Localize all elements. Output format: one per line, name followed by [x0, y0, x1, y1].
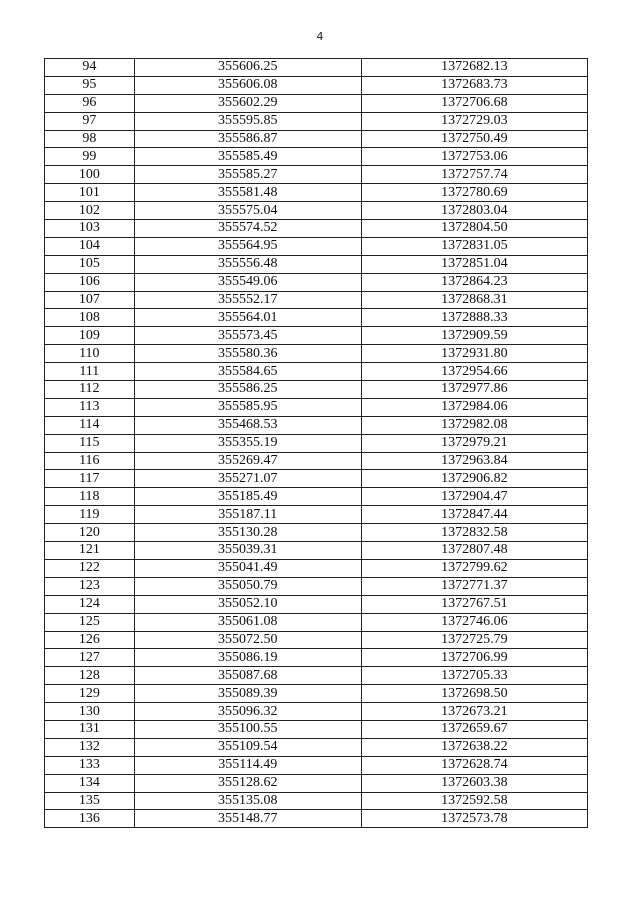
y-coordinate-cell: 1372831.05 [361, 237, 587, 255]
x-coordinate-cell: 355128.62 [134, 774, 361, 792]
table-row [45, 327, 588, 345]
point-number-cell: 130 [45, 703, 135, 721]
table-row [45, 613, 588, 631]
table-row [45, 631, 588, 649]
x-coordinate-cell: 355595.85 [134, 112, 361, 130]
y-coordinate-cell: 1372979.21 [361, 434, 587, 452]
x-coordinate-cell: 355564.95 [134, 237, 361, 255]
table-row [45, 559, 588, 577]
x-coordinate-cell: 355573.45 [134, 327, 361, 345]
x-coordinate-cell: 355114.49 [134, 756, 361, 774]
y-coordinate-cell: 1372799.62 [361, 559, 587, 577]
point-number-cell: 114 [45, 416, 135, 434]
table-row [45, 363, 588, 381]
x-coordinate-cell: 355087.68 [134, 667, 361, 685]
point-number-cell: 125 [45, 613, 135, 631]
y-coordinate-cell: 1372698.50 [361, 685, 587, 703]
table-row [45, 595, 588, 613]
x-coordinate-cell: 355271.07 [134, 470, 361, 488]
x-coordinate-cell: 355187.11 [134, 506, 361, 524]
point-number-cell: 129 [45, 685, 135, 703]
point-number-cell: 113 [45, 398, 135, 416]
x-coordinate-cell: 355089.39 [134, 685, 361, 703]
table-row [45, 774, 588, 792]
page-number: 4 [316, 30, 324, 43]
x-coordinate-cell: 355100.55 [134, 720, 361, 738]
y-coordinate-cell: 1372864.23 [361, 273, 587, 291]
x-coordinate-cell: 355580.36 [134, 345, 361, 363]
y-coordinate-cell: 1372683.73 [361, 76, 587, 94]
point-number-cell: 99 [45, 148, 135, 166]
point-number-cell: 134 [45, 774, 135, 792]
point-number-cell: 96 [45, 94, 135, 112]
table-row [45, 398, 588, 416]
point-number-cell: 120 [45, 524, 135, 542]
point-number-cell: 117 [45, 470, 135, 488]
table-row [45, 148, 588, 166]
point-number-cell: 97 [45, 112, 135, 130]
y-coordinate-cell: 1372984.06 [361, 398, 587, 416]
point-number-cell: 121 [45, 542, 135, 560]
y-coordinate-cell: 1372638.22 [361, 738, 587, 756]
x-coordinate-cell: 355575.04 [134, 202, 361, 220]
y-coordinate-cell: 1372847.44 [361, 506, 587, 524]
point-number-cell: 107 [45, 291, 135, 309]
point-number-cell: 127 [45, 649, 135, 667]
table-row [45, 542, 588, 560]
y-coordinate-cell: 1372780.69 [361, 184, 587, 202]
x-coordinate-cell: 355585.49 [134, 148, 361, 166]
y-coordinate-cell: 1372868.31 [361, 291, 587, 309]
y-coordinate-cell: 1372807.48 [361, 542, 587, 560]
table-row [45, 810, 588, 828]
coordinates-table-body [45, 59, 588, 828]
table-row [45, 470, 588, 488]
y-coordinate-cell: 1372750.49 [361, 130, 587, 148]
x-coordinate-cell: 355050.79 [134, 577, 361, 595]
y-coordinate-cell: 1372851.04 [361, 255, 587, 273]
table-row [45, 255, 588, 273]
point-number-cell: 100 [45, 166, 135, 184]
y-coordinate-cell: 1372753.06 [361, 148, 587, 166]
x-coordinate-cell: 355041.49 [134, 559, 361, 577]
x-coordinate-cell: 355564.01 [134, 309, 361, 327]
point-number-cell: 103 [45, 220, 135, 238]
table-row [45, 220, 588, 238]
y-coordinate-cell: 1372963.84 [361, 452, 587, 470]
y-coordinate-cell: 1372705.33 [361, 667, 587, 685]
point-number-cell: 111 [45, 363, 135, 381]
table-row [45, 130, 588, 148]
table-row [45, 452, 588, 470]
x-coordinate-cell: 355606.08 [134, 76, 361, 94]
point-number-cell: 105 [45, 255, 135, 273]
y-coordinate-cell: 1372888.33 [361, 309, 587, 327]
point-number-cell: 124 [45, 595, 135, 613]
x-coordinate-cell: 355269.47 [134, 452, 361, 470]
table-row [45, 756, 588, 774]
x-coordinate-cell: 355581.48 [134, 184, 361, 202]
y-coordinate-cell: 1372909.59 [361, 327, 587, 345]
point-number-cell: 108 [45, 309, 135, 327]
x-coordinate-cell: 355061.08 [134, 613, 361, 631]
point-number-cell: 131 [45, 720, 135, 738]
x-coordinate-cell: 355468.53 [134, 416, 361, 434]
table-row [45, 720, 588, 738]
y-coordinate-cell: 1372982.08 [361, 416, 587, 434]
point-number-cell: 106 [45, 273, 135, 291]
point-number-cell: 133 [45, 756, 135, 774]
x-coordinate-cell: 355585.27 [134, 166, 361, 184]
point-number-cell: 101 [45, 184, 135, 202]
x-coordinate-cell: 355148.77 [134, 810, 361, 828]
table-row [45, 792, 588, 810]
point-number-cell: 122 [45, 559, 135, 577]
x-coordinate-cell: 355355.19 [134, 434, 361, 452]
y-coordinate-cell: 1372682.13 [361, 59, 587, 77]
x-coordinate-cell: 355039.31 [134, 542, 361, 560]
table-row [45, 434, 588, 452]
y-coordinate-cell: 1372573.78 [361, 810, 587, 828]
point-number-cell: 132 [45, 738, 135, 756]
y-coordinate-cell: 1372954.66 [361, 363, 587, 381]
y-coordinate-cell: 1372757.74 [361, 166, 587, 184]
point-number-cell: 110 [45, 345, 135, 363]
y-coordinate-cell: 1372673.21 [361, 703, 587, 721]
table-row [45, 184, 588, 202]
y-coordinate-cell: 1372803.04 [361, 202, 587, 220]
x-coordinate-cell: 355072.50 [134, 631, 361, 649]
table-row [45, 703, 588, 721]
x-coordinate-cell: 355586.25 [134, 381, 361, 399]
y-coordinate-cell: 1372767.51 [361, 595, 587, 613]
table-row [45, 309, 588, 327]
table-row [45, 237, 588, 255]
point-number-cell: 136 [45, 810, 135, 828]
point-number-cell: 104 [45, 237, 135, 255]
x-coordinate-cell: 355135.08 [134, 792, 361, 810]
table-row [45, 738, 588, 756]
y-coordinate-cell: 1372659.67 [361, 720, 587, 738]
y-coordinate-cell: 1372592.58 [361, 792, 587, 810]
x-coordinate-cell: 355584.65 [134, 363, 361, 381]
table-row [45, 59, 588, 77]
table-row [45, 524, 588, 542]
x-coordinate-cell: 355549.06 [134, 273, 361, 291]
point-number-cell: 115 [45, 434, 135, 452]
y-coordinate-cell: 1372804.50 [361, 220, 587, 238]
table-row [45, 166, 588, 184]
coordinates-table [44, 58, 588, 828]
x-coordinate-cell: 355602.29 [134, 94, 361, 112]
x-coordinate-cell: 355052.10 [134, 595, 361, 613]
point-number-cell: 123 [45, 577, 135, 595]
point-number-cell: 112 [45, 381, 135, 399]
point-number-cell: 126 [45, 631, 135, 649]
point-number-cell: 118 [45, 488, 135, 506]
y-coordinate-cell: 1372725.79 [361, 631, 587, 649]
y-coordinate-cell: 1372904.47 [361, 488, 587, 506]
y-coordinate-cell: 1372931.80 [361, 345, 587, 363]
x-coordinate-cell: 355606.25 [134, 59, 361, 77]
y-coordinate-cell: 1372906.82 [361, 470, 587, 488]
x-coordinate-cell: 355556.48 [134, 255, 361, 273]
point-number-cell: 102 [45, 202, 135, 220]
x-coordinate-cell: 355585.95 [134, 398, 361, 416]
table-row [45, 649, 588, 667]
table-row [45, 202, 588, 220]
x-coordinate-cell: 355185.49 [134, 488, 361, 506]
point-number-cell: 135 [45, 792, 135, 810]
y-coordinate-cell: 1372603.38 [361, 774, 587, 792]
point-number-cell: 119 [45, 506, 135, 524]
table-row [45, 488, 588, 506]
x-coordinate-cell: 355586.87 [134, 130, 361, 148]
point-number-cell: 94 [45, 59, 135, 77]
table-row [45, 112, 588, 130]
y-coordinate-cell: 1372977.86 [361, 381, 587, 399]
y-coordinate-cell: 1372771.37 [361, 577, 587, 595]
y-coordinate-cell: 1372706.68 [361, 94, 587, 112]
x-coordinate-cell: 355130.28 [134, 524, 361, 542]
point-number-cell: 109 [45, 327, 135, 345]
point-number-cell: 98 [45, 130, 135, 148]
table-row [45, 94, 588, 112]
y-coordinate-cell: 1372729.03 [361, 112, 587, 130]
y-coordinate-cell: 1372628.74 [361, 756, 587, 774]
x-coordinate-cell: 355096.32 [134, 703, 361, 721]
table-row [45, 381, 588, 399]
table-row [45, 506, 588, 524]
point-number-cell: 128 [45, 667, 135, 685]
x-coordinate-cell: 355086.19 [134, 649, 361, 667]
table-row [45, 345, 588, 363]
table-row [45, 291, 588, 309]
table-row [45, 577, 588, 595]
y-coordinate-cell: 1372706.99 [361, 649, 587, 667]
x-coordinate-cell: 355574.52 [134, 220, 361, 238]
y-coordinate-cell: 1372832.58 [361, 524, 587, 542]
x-coordinate-cell: 355552.17 [134, 291, 361, 309]
y-coordinate-cell: 1372746.06 [361, 613, 587, 631]
table-row [45, 685, 588, 703]
x-coordinate-cell: 355109.54 [134, 738, 361, 756]
table-row [45, 273, 588, 291]
table-row [45, 416, 588, 434]
table-row [45, 76, 588, 94]
point-number-cell: 116 [45, 452, 135, 470]
point-number-cell: 95 [45, 76, 135, 94]
table-row [45, 667, 588, 685]
